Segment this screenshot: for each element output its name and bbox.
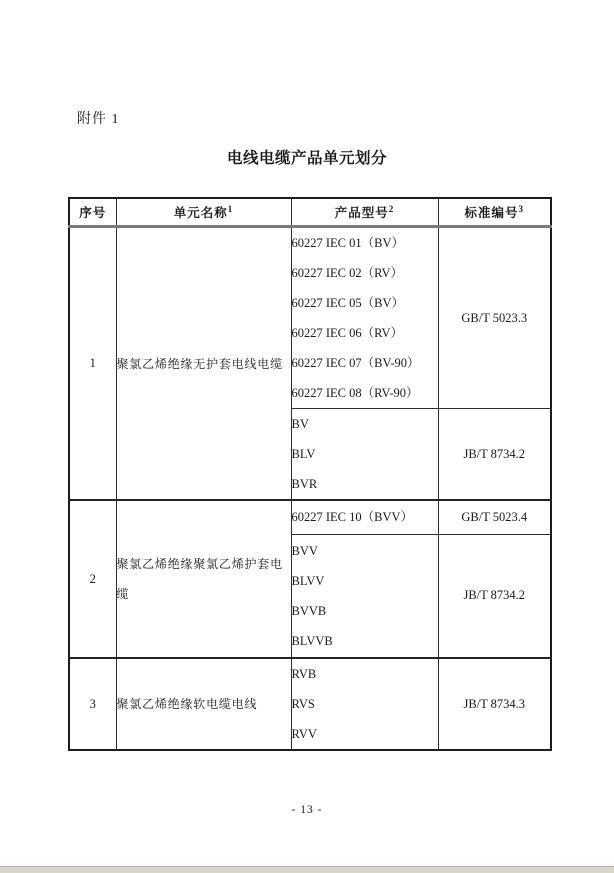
footnote-marker: 1 xyxy=(227,203,234,214)
unit-name-cell: 聚氯乙烯绝缘无护套电线电缆 xyxy=(116,227,291,501)
model-line: 60227 IEC 08（RV-90） xyxy=(291,386,419,400)
col-header-model xyxy=(291,198,438,227)
bottom-bar xyxy=(0,866,614,873)
serial-cell: 1 xyxy=(69,227,116,501)
serial-cell: 2 xyxy=(69,500,116,658)
model-line: BLVVB xyxy=(291,633,333,648)
col-header-name xyxy=(116,198,291,227)
standard-cell: JB/T 8734.2 xyxy=(438,534,551,658)
table-row xyxy=(69,500,551,534)
model-line: RVS xyxy=(291,697,315,711)
unit-name-cell: 聚氯乙烯绝缘软电缆电线 xyxy=(116,658,291,750)
table-header-row xyxy=(69,198,551,227)
col-header-standard xyxy=(438,198,551,227)
model-line: 60227 IEC 05（BV） xyxy=(291,296,405,310)
model-line: 60227 IEC 02（RV） xyxy=(291,266,403,280)
page-title: 电线电缆产品单元划分 xyxy=(226,150,387,167)
standard-cell: JB/T 8734.2 xyxy=(438,409,551,501)
standard-cell: GB/T 5023.3 xyxy=(438,227,551,409)
footnote-marker: 2 xyxy=(388,203,395,214)
model-line: 60227 IEC 01（BV） xyxy=(291,236,405,250)
model-line: 60227 IEC 10（BVV） xyxy=(291,510,414,525)
unit-name-cell: 聚氯乙烯绝缘聚氯乙烯护套电缆 xyxy=(116,500,291,658)
attachment-label: 附件 1 xyxy=(77,112,120,127)
col-header-no-label: 序号 xyxy=(79,206,107,220)
page-number: - 13 - xyxy=(291,804,323,816)
product-models-cell xyxy=(291,500,438,534)
model-line: BLV xyxy=(291,447,316,461)
col-header-name-label: 单元名称 xyxy=(173,206,228,220)
standard-cell: GB/T 5023.4 xyxy=(438,500,551,534)
footnote-marker: 3 xyxy=(518,203,524,214)
product-models-cell xyxy=(291,409,438,501)
table-row xyxy=(69,658,551,750)
model-line: BLVV xyxy=(291,573,325,588)
model-line: RVB xyxy=(291,667,317,681)
product-models-cell xyxy=(291,227,438,409)
model-line: BVV xyxy=(291,543,318,558)
products-table xyxy=(68,197,552,751)
model-line: BVR xyxy=(291,477,318,491)
table-row xyxy=(69,227,551,409)
model-line: 60227 IEC 06（RV） xyxy=(291,326,403,340)
product-models-cell xyxy=(291,534,438,658)
serial-cell: 3 xyxy=(69,658,116,750)
col-header-model-label: 产品型号 xyxy=(334,206,389,220)
model-line: RVV xyxy=(291,727,317,741)
col-header-standard-label: 标准编号 xyxy=(464,206,519,220)
standard-cell: JB/T 8734.3 xyxy=(438,658,551,750)
model-line: BVVB xyxy=(291,603,327,618)
model-line: BV xyxy=(291,417,309,431)
product-models-cell xyxy=(291,658,438,750)
model-line: 60227 IEC 07（BV-90） xyxy=(291,356,420,370)
col-header-no xyxy=(69,198,116,227)
